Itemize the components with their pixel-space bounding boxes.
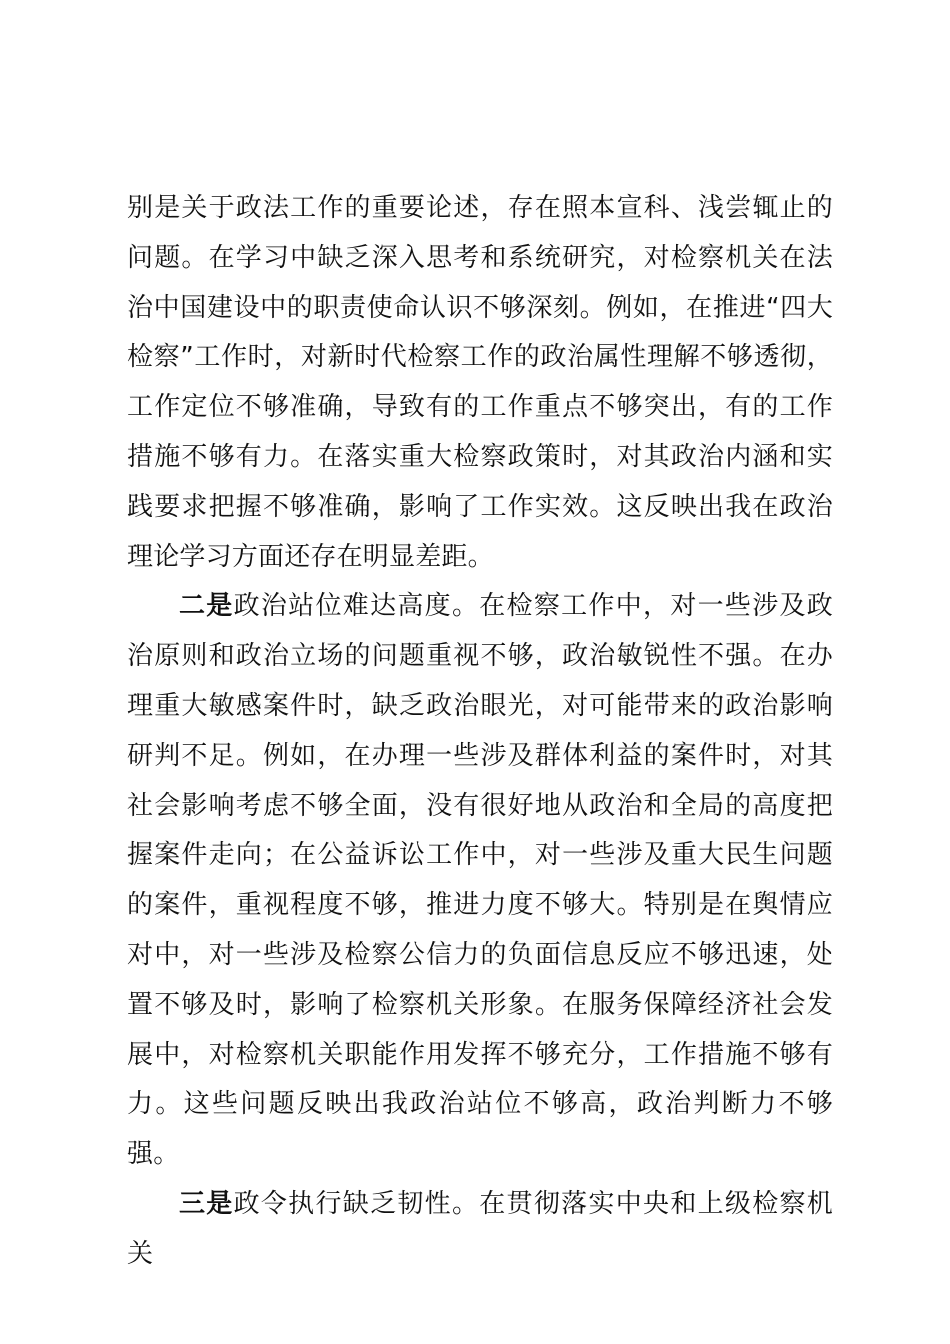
paragraph-2	[127, 582, 833, 1180]
paragraph-3	[127, 1180, 833, 1280]
paragraph-1-text: 别是关于政法工作的重要论述，存在照本宣科、浅尝辄止的问题。在学习中缺乏深入思考和系统研究，对检察机关在法治中国建设中的职责使命认识不够深刻。例如，在推进“四大检察”工作时，对新时代检察工作的政治属性理解不够透彻，工作定位不够准确，导致有的工作重点不够突出，有的工作措施不够有力。在落实重大检察政策时，对其政治内涵和实践要求把握不够准确，影响了工作实效。这反映出我在政治理论学习方面还存在明显差距。	[127, 193, 833, 572]
paragraph-1	[127, 184, 833, 582]
document-body	[127, 184, 833, 1280]
paragraph-2-text: 政治站位难达高度。在检察工作中，对一些涉及政治原则和政治立场的问题重视不够，政治敏锐性不强。在办理重大敏感案件时，缺乏政治眼光，对可能带来的政治影响研判不足。例如，在办理一些涉及群体利益的案件时，对其社会影响考虑不够全面，没有很好地从政治和全局的高度把握案件走向；在公益诉讼工作中，对一些涉及重大民生问题的案件，重视程度不够，推进力度不够大。特别是在舆情应对中，对一些涉及检察公信力的负面信息反应不够迅速，处置不够及时，影响了检察机关形象。在服务保障经济社会发展中，对检察机关职能作用发挥不够充分，工作措施不够有力。这些问题反映出我政治站位不够高，政治判断力不够强。	[127, 591, 833, 1170]
paragraph-2-lead: 二是	[179, 591, 234, 622]
paragraph-3-lead: 三是	[179, 1188, 234, 1219]
paragraph-3-text: 政令执行缺乏韧性。在贯彻落实中央和上级检察机关	[127, 1188, 833, 1269]
